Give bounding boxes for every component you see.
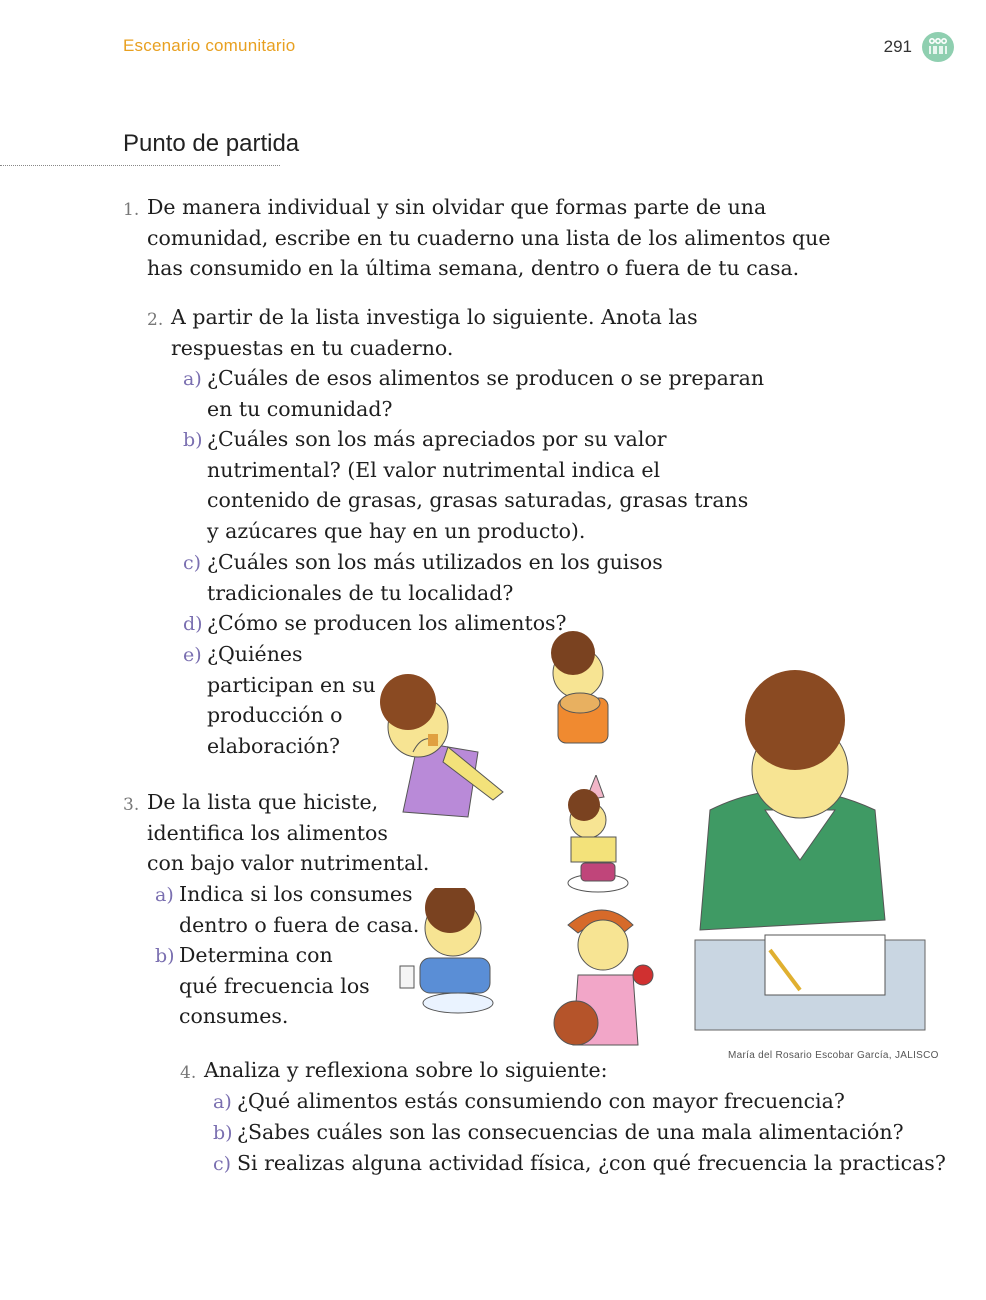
page-number: 291: [883, 37, 912, 56]
text-line: identifica los alimentos: [147, 820, 388, 845]
student-writing-illustration: [690, 660, 930, 1035]
text-line: consumes.: [179, 1004, 289, 1029]
text-line: comunidad, escribe en tu cuaderno una lista de los alimentos que: [147, 225, 831, 250]
text-line: A partir de la lista investiga lo siguiente. Anota las: [171, 305, 698, 329]
credit-place: JALISCO: [894, 1050, 939, 1061]
text-line: De manera individual y sin olvidar que formas parte de una: [147, 195, 767, 219]
child-eating-illustration: [368, 672, 508, 832]
child-ball-illustration: [548, 895, 668, 1050]
credit-name: María del Rosario Escobar García,: [728, 1050, 892, 1061]
title-divider: [0, 165, 280, 166]
text-line: respuestas en tu cuaderno.: [171, 335, 454, 360]
text-line: ¿Cuáles son los más apreciados por su valor: [207, 427, 667, 451]
text-line: qué frecuencia los: [179, 973, 370, 998]
sub-letter: b): [183, 429, 203, 451]
text-line: en tu comunidad?: [207, 396, 393, 421]
question-4a: [237, 1086, 845, 1117]
sub-letter: a): [183, 368, 202, 390]
question-2e: [207, 639, 376, 762]
text-line: has consumido en la última semana, dentro o fuera de tu casa.: [147, 256, 800, 281]
text-line: De la lista que hiciste,: [147, 790, 379, 814]
child-cake-illustration: [556, 775, 646, 900]
question-4c: [237, 1148, 946, 1179]
text-line: ¿Cómo se producen los alimentos?: [207, 611, 567, 635]
text-line: Indica si los consumes: [179, 882, 413, 906]
page-number-group: [884, 32, 954, 62]
question-2b: [207, 424, 748, 547]
text-line: y azúcares que hay en un producto).: [207, 519, 586, 544]
text-line: producción o: [207, 703, 343, 728]
question-4b: [237, 1117, 904, 1148]
question-2c: [207, 547, 663, 608]
text-line: Determina con: [179, 943, 333, 967]
sub-letter: a): [213, 1091, 232, 1113]
text-line: con bajo valor nutrimental.: [147, 851, 430, 876]
text-line: elaboración?: [207, 734, 340, 759]
text-line: nutrimental? (El valor nutrimental indica el: [207, 457, 661, 482]
child-sandwich-illustration: [528, 628, 628, 748]
text-line: tradicionales de tu localidad?: [207, 580, 514, 605]
question-2: [171, 302, 698, 363]
question-2d: [207, 608, 567, 639]
text-line: ¿Quiénes: [207, 642, 303, 666]
question-3b: [179, 940, 370, 1032]
item-number: 1.: [123, 200, 140, 220]
sub-letter: b): [155, 945, 175, 967]
section-header: Escenario comunitario: [123, 36, 296, 55]
question-2a: [207, 363, 764, 424]
question-3a: [179, 879, 419, 940]
text-line: Si realizas alguna actividad física, ¿con qué frecuencia la practicas?: [237, 1151, 946, 1175]
community-icon: [922, 32, 954, 62]
question-4: [204, 1055, 608, 1086]
sub-letter: c): [213, 1153, 232, 1175]
question-1: [147, 192, 830, 284]
child-salad-illustration: [398, 888, 508, 1018]
text-line: ¿Cuáles de esos alimentos se producen o se preparan: [207, 366, 765, 390]
sub-letter: e): [183, 644, 202, 666]
item-number: 3.: [123, 795, 140, 815]
text-line: ¿Sabes cuáles son las consecuencias de una mala alimentación?: [237, 1120, 904, 1144]
text-line: Analiza y reflexiona sobre lo siguiente:: [204, 1058, 608, 1082]
text-line: ¿Qué alimentos estás consumiendo con mayor frecuencia?: [237, 1089, 845, 1113]
text-line: dentro o fuera de casa.: [179, 912, 420, 937]
text-line: contenido de grasas, grasas saturadas, grasas trans: [207, 488, 749, 513]
sub-letter: b): [213, 1122, 233, 1144]
sub-letter: a): [155, 884, 174, 906]
page-title: Punto de partida: [123, 130, 300, 157]
sub-letter: d): [183, 613, 203, 635]
item-number: 2.: [147, 310, 164, 330]
item-number: 4.: [180, 1063, 197, 1083]
text-line: participan en su: [207, 672, 376, 697]
sub-letter: c): [183, 552, 202, 574]
illustration-credit: [728, 1050, 939, 1061]
text-line: ¿Cuáles son los más utilizados en los guisos: [207, 550, 663, 574]
